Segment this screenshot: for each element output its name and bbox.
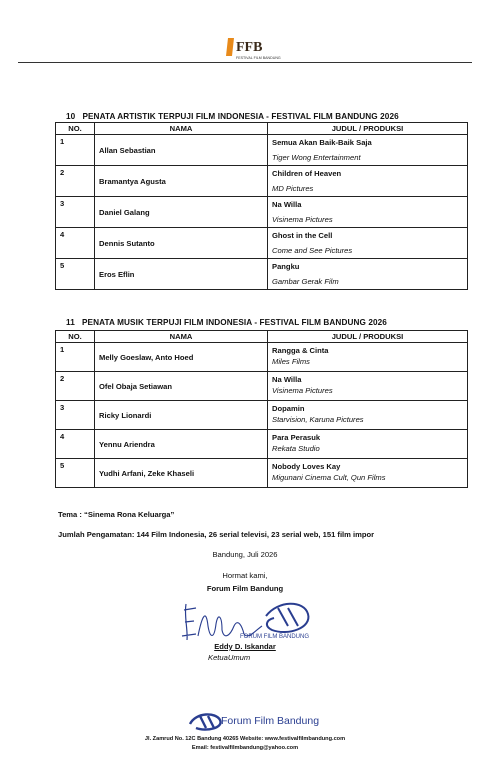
- greeting: Hormat kami,: [222, 571, 268, 580]
- production-company: Tiger Wong Entertainment: [272, 153, 361, 162]
- column-header-judul: JUDUL / PRODUKSI: [268, 331, 468, 343]
- nominee-name: Allan Sebastian: [95, 135, 268, 166]
- film-title: Children of Heaven: [272, 169, 342, 178]
- production-company: Starvision, Karuna Pictures: [272, 415, 364, 424]
- film-title: Pangku: [272, 262, 300, 271]
- svg-text:FESTIVAL FILM BANDUNG: FESTIVAL FILM BANDUNG: [236, 56, 281, 60]
- row-number: 3: [56, 401, 95, 430]
- table-row: [56, 197, 468, 228]
- production-company: Migunani Cinema Cult, Qun Films: [272, 473, 386, 482]
- place-date: Bandung, Juli 2026: [212, 550, 278, 559]
- row-number: 3: [56, 197, 95, 228]
- nominee-name: Eros Eflin: [95, 259, 268, 290]
- section-10-title: [66, 112, 399, 121]
- title-production-cell: [268, 197, 468, 228]
- table-row: [56, 372, 468, 401]
- section-heading: PENATA MUSIK TERPUJI FILM INDONESIA - FESTIVAL FILM BANDUNG 2026: [81, 318, 387, 327]
- nominee-name: Yennu Ariendra: [95, 430, 268, 459]
- nominee-name: Bramantya Agusta: [95, 166, 268, 197]
- column-header-no: NO.: [56, 123, 95, 135]
- film-title: Rangga & Cinta: [272, 346, 329, 355]
- organization-name: Forum Film Bandung: [206, 584, 284, 593]
- signer-name: Eddy D. Iskandar: [214, 642, 276, 651]
- film-title: Ghost in the Cell: [272, 231, 333, 240]
- footer-address: Jl. Zamrud No. 12C Bandung 40265 Website: www.festivalfilmbandung.com: [144, 736, 346, 742]
- film-title: Na Willa: [272, 375, 302, 384]
- table-row: [56, 135, 468, 166]
- signer-role: KetuaUmum: [208, 653, 251, 662]
- footer-email: Email: festivalfilmbandung@yahoo.com: [191, 745, 299, 751]
- table-row: [56, 401, 468, 430]
- production-company: Gambar Gerak Film: [272, 277, 339, 286]
- section-heading: PENATA ARTISTIK TERPUJI FILM INDONESIA - FESTIVAL FILM BANDUNG 2026: [82, 112, 399, 121]
- nominee-name: Daniel Galang: [95, 197, 268, 228]
- row-number: 5: [56, 459, 95, 488]
- title-production-cell: [268, 430, 468, 459]
- production-company: Rekata Studio: [272, 444, 320, 453]
- row-number: 2: [56, 372, 95, 401]
- row-number: 4: [56, 228, 95, 259]
- jumlah-pengamatan-text: Jumlah Pengamatan: 144 Film Indonesia, 26 serial televisi, 23 serial web, 151 film impor: [58, 530, 375, 539]
- title-production-cell: [268, 228, 468, 259]
- table-row: [56, 228, 468, 259]
- forum-film-bandung-logo-icon: [186, 710, 226, 732]
- section-number: 10: [66, 112, 76, 121]
- production-company: Miles Films: [272, 357, 310, 366]
- footer-org-name: Forum Film Bandung: [221, 715, 320, 727]
- row-number: 4: [56, 430, 95, 459]
- column-header-nama: NAMA: [95, 123, 268, 135]
- title-production-cell: [268, 343, 468, 372]
- tema-text: Tema : “Sinema Rona Keluarga”: [58, 510, 175, 519]
- title-production-cell: [268, 259, 468, 290]
- column-header-no: NO.: [56, 331, 95, 343]
- nominee-name: Yudhi Arfani, Zeke Khaseli: [95, 459, 268, 488]
- film-title: Nobody Loves Kay: [272, 462, 341, 471]
- production-company: Visinema Pictures: [272, 215, 333, 224]
- title-production-cell: [268, 459, 468, 488]
- section-number: 11: [66, 318, 75, 327]
- row-number: 2: [56, 166, 95, 197]
- nominee-name: Melly Goeslaw, Anto Hoed: [95, 343, 268, 372]
- section-11-title: [66, 318, 387, 327]
- row-number: 5: [56, 259, 95, 290]
- section-10-table: [55, 122, 468, 290]
- svg-text:FORUM FILM BANDUNG: FORUM FILM BANDUNG: [240, 634, 309, 640]
- film-title: Para Perasuk: [272, 433, 321, 442]
- nominee-name: Ricky Lionardi: [95, 401, 268, 430]
- title-production-cell: [268, 135, 468, 166]
- ffb-logo: [222, 34, 282, 64]
- column-header-nama: NAMA: [95, 331, 268, 343]
- section-11-table: [55, 330, 468, 488]
- table-row: [56, 430, 468, 459]
- row-number: 1: [56, 135, 95, 166]
- film-title: Semua Akan Baik-Baik Saja: [272, 138, 372, 147]
- table-row: [56, 459, 468, 488]
- header-divider: [18, 62, 472, 63]
- row-number: 1: [56, 343, 95, 372]
- nominee-name: Dennis Sutanto: [95, 228, 268, 259]
- production-company: Visinema Pictures: [272, 386, 333, 395]
- svg-text:FFB: FFB: [236, 40, 263, 55]
- production-company: MD Pictures: [272, 184, 314, 193]
- production-company: Come and See Pictures: [272, 246, 353, 255]
- title-production-cell: [268, 166, 468, 197]
- table-row: [56, 343, 468, 372]
- film-title: Na Willa: [272, 200, 302, 209]
- nominee-name: Ofel Obaja Setiawan: [95, 372, 268, 401]
- column-header-judul: JUDUL / PRODUKSI: [268, 123, 468, 135]
- film-title: Dopamin: [272, 404, 305, 413]
- table-row: [56, 166, 468, 197]
- title-production-cell: [268, 372, 468, 401]
- title-production-cell: [268, 401, 468, 430]
- table-row: [56, 259, 468, 290]
